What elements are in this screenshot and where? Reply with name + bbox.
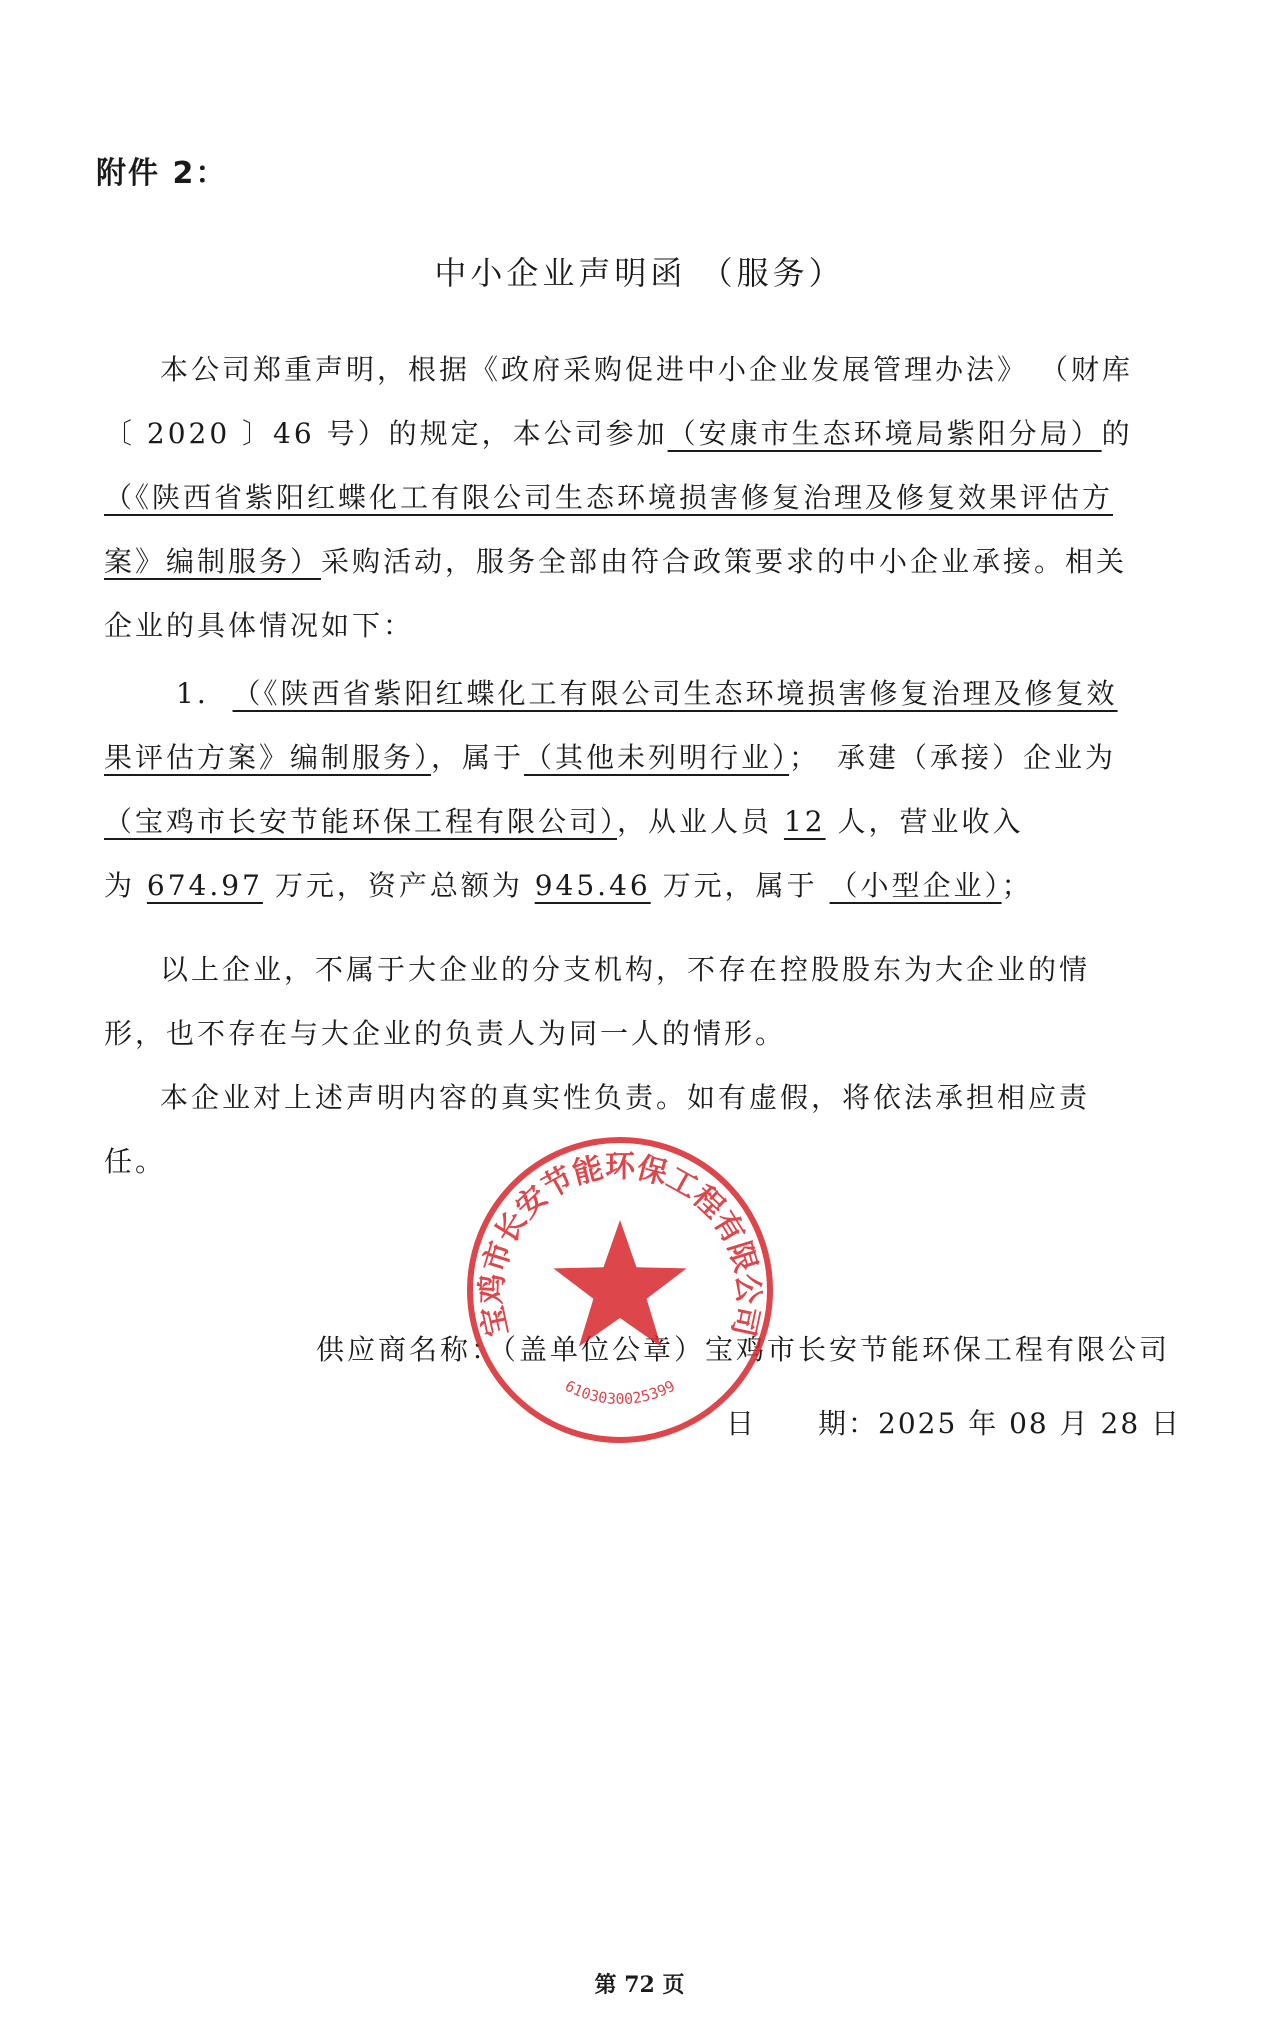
date-label-a: 日 bbox=[726, 1407, 757, 1440]
item-text-4: 人，营业收入为 bbox=[104, 805, 1024, 902]
company-name: （宝鸡市长安节能环保工程有限公司） bbox=[104, 805, 618, 838]
item-text-3: ，从业人员 bbox=[617, 805, 773, 838]
para1-text-1: 本公司郑重声明，根据《政府采购促进中小企业发展管理办法》 （财库〔 2020 〕46 号）的规定，本公司参加 bbox=[104, 353, 1133, 450]
statement-not-branch: 以上企业，不属于大企业的分支机构，不存在控股股东为大企业的情形，也不存在与大企业的负责人为同一人的情形。 bbox=[104, 953, 1091, 1050]
revenue-value: 674.97 bbox=[146, 869, 263, 902]
svg-text:6103030025399 bbox=[562, 1377, 678, 1408]
declaration-paragraph bbox=[104, 338, 1134, 658]
document-title: 中小企业声明函 （服务） bbox=[434, 254, 845, 292]
seal-text: 宝鸡市长安节能环保工程有限公司 bbox=[474, 1149, 766, 1340]
industry-value: （其他未列明行业） bbox=[524, 741, 790, 774]
item-project-name: （《陕西省紫阳红蝶化工有限公司生态环境损害修复治理及修复效果评估方案》编制服务） bbox=[104, 677, 1118, 774]
item-text-2: ； 承建（承接）企业为 bbox=[789, 741, 1117, 774]
item-text-7: ； bbox=[1001, 869, 1033, 902]
assets-value: 945.46 bbox=[534, 869, 651, 902]
page-number: 第 72 页 bbox=[594, 1972, 685, 1998]
project-name: （《陕西省紫阳红蝶化工有限公司生态环境损害修复治理及修复效果评估方案》编制服务） bbox=[104, 481, 1114, 578]
para1-text-2: 的 bbox=[1101, 417, 1133, 450]
supplier-name: 宝鸡市长安节能环保工程有限公司 bbox=[705, 1333, 1171, 1366]
seal-code: 6103030025399 bbox=[561, 1376, 679, 1409]
supplier-label: 供应商名称：（盖单位公章） bbox=[316, 1333, 706, 1366]
date-value: 2025 年 08 月 28 日 bbox=[878, 1407, 1182, 1440]
attachment-label: 附件 2： bbox=[96, 156, 228, 191]
enterprise-item-1 bbox=[104, 662, 1134, 918]
purchaser-name: （安康市生态环境局紫阳分局） bbox=[667, 417, 1102, 450]
statement-responsibility: 本企业对上述声明内容的真实性负责。如有虚假，将依法承担相应责任。 bbox=[104, 1081, 1091, 1178]
employees-value: 12 bbox=[783, 805, 826, 838]
para1-text-3: 采购活动，服务全部由符合政策要求的中小企业承接。相关企业的具体情况如下： bbox=[104, 545, 1128, 642]
date-label-b: 期： bbox=[818, 1407, 879, 1440]
item-text-1: ，属于 bbox=[431, 741, 525, 774]
enterprise-size-value: （小型企业） bbox=[829, 869, 1002, 902]
item-text-5: 万元，资产总额为 bbox=[274, 869, 523, 902]
item-text-6: 万元，属于 bbox=[662, 869, 818, 902]
date-line bbox=[726, 1402, 1181, 1442]
company-seal-stamp bbox=[460, 1130, 780, 1450]
item-number: 1. bbox=[176, 677, 209, 710]
